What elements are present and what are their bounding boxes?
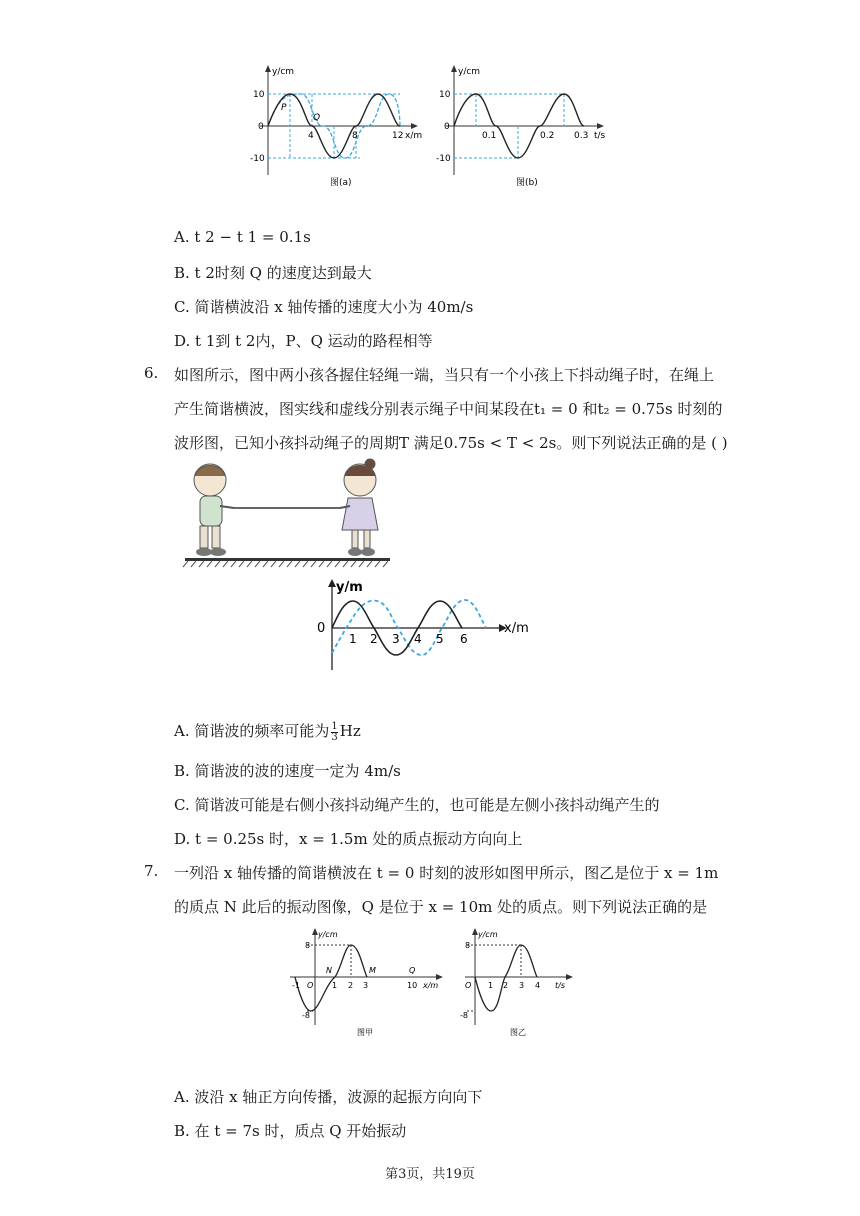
q7-option-b: B. 在 t = 7s 时，质点 Q 开始振动 — [174, 1122, 407, 1140]
right-child — [340, 459, 378, 556]
fig-a-ytick: 0 — [258, 122, 264, 132]
q6-wave-graph — [312, 575, 532, 675]
q6-origin: 0 — [317, 621, 326, 636]
q6-xtick: 2 — [370, 632, 378, 646]
q6-xtick: 6 — [460, 632, 468, 646]
yi-xtick: 4 — [535, 981, 541, 990]
q7-number: 7. — [144, 862, 159, 880]
figure-b — [436, 60, 616, 190]
q7-text-line: 的质点 N 此后的振动图像，Q 是位于 x = 10m 处的质点。则下列说法正确的是 — [174, 898, 708, 916]
q6-xtick: 4 — [414, 632, 422, 646]
jia-xtick: -1 — [292, 981, 300, 990]
yi-ylabel: y/cm — [478, 930, 498, 939]
fig-b-xtick: 0.3 — [574, 131, 589, 141]
q5-option-d: D. t 1到 t 2内，P、Q 运动的路程相等 — [174, 332, 433, 350]
left-child — [194, 464, 234, 556]
q6-number: 6. — [144, 364, 159, 382]
jia-label-m: M — [369, 966, 376, 975]
q6-xtick: 5 — [436, 632, 444, 646]
q6-xlabel: x/m — [504, 621, 529, 636]
jia-xtick: 1 — [332, 981, 338, 990]
yi-caption: 图乙 — [510, 1028, 526, 1037]
fig-b-xtick: 0.1 — [482, 131, 497, 141]
jia-caption: 图甲 — [357, 1028, 373, 1037]
yi-xtick: 2 — [503, 981, 509, 990]
figure-a — [250, 60, 430, 190]
fig-a-xtick: 4 — [308, 131, 314, 141]
fig-a-ytick: 10 — [253, 90, 265, 100]
q7-text-line: 一列沿 x 轴传播的简谐横波在 t = 0 时刻的波形如图甲所示，图乙是位于 x = 1m — [174, 864, 719, 882]
q6-text-line: 如图所示，图中两小孩各握住轻绳一端，当只有一个小孩上下抖动绳子时，在绳上 — [174, 366, 715, 384]
q6-xtick: 1 — [349, 632, 357, 646]
q7-figure-jia — [285, 925, 450, 1040]
fig-a-xtick: 12 — [392, 131, 404, 141]
yi-xtick: 1 — [488, 981, 494, 990]
fig-b-xlabel: t/s — [594, 131, 606, 141]
page-footer: 第3页，共19页 — [385, 1167, 475, 1182]
fig-b-ylabel: y/cm — [458, 67, 481, 77]
yi-origin: O — [465, 981, 472, 990]
yi-ytick: 8 — [465, 941, 471, 950]
jia-label-n: N — [326, 966, 332, 975]
q6-option-a-text: A. 简谐波的频率可能为 — [174, 722, 330, 740]
children-rope-illustration — [180, 458, 395, 568]
fig-a-caption: 图(a) — [330, 178, 352, 188]
fig-a-ylabel: y/cm — [272, 67, 295, 77]
yi-ytick: -8 — [460, 1011, 468, 1020]
q5-option-b: B. t 2时刻 Q 的速度达到最大 — [174, 264, 372, 282]
q6-ylabel: y/m — [336, 580, 363, 595]
q6-text-line: 产生简谐横波，图实线和虚线分别表示绳子中间某段在t₁ = 0 和t₂ = 0.75s 时刻的 — [174, 400, 723, 418]
yi-xtick: 3 — [519, 981, 525, 990]
q6-option-a — [174, 720, 361, 743]
fraction: $\frac{1}{3}$ — [331, 720, 338, 743]
q6-option-d: D. t = 0.25s 时，x = 1.5m 处的质点振动方向向上 — [174, 830, 523, 848]
jia-xtick: 10 — [407, 981, 418, 990]
q7-figure-yi — [455, 925, 585, 1040]
jia-xtick: 2 — [348, 981, 354, 990]
jia-origin: O — [307, 981, 314, 990]
jia-xlabel: x/m — [423, 981, 439, 990]
jia-ylabel: y/cm — [318, 930, 338, 939]
fig-b-ytick: 10 — [439, 90, 451, 100]
q6-option-b: B. 简谐波的波的速度一定为 4m/s — [174, 762, 401, 780]
fig-a-xtick: 8 — [352, 131, 358, 141]
fig-b-ytick: -10 — [436, 154, 451, 164]
fig-a-ytick: -10 — [250, 154, 265, 164]
jia-label-q: Q — [409, 966, 416, 975]
jia-ytick: 8 — [305, 941, 311, 950]
fig-a-xlabel: x/m — [405, 131, 423, 141]
q6-option-c: C. 简谐波可能是右侧小孩抖动绳产生的，也可能是左侧小孩抖动绳产生的 — [174, 796, 660, 814]
q5-option-a: A. t 2 − t 1 = 0.1s — [174, 228, 311, 246]
jia-ytick: -8 — [302, 1011, 310, 1020]
q5-option-c: C. 简谐横波沿 x 轴传播的速度大小为 40m/s — [174, 298, 474, 316]
q6-xtick: 3 — [392, 632, 400, 646]
fig-a-point-q: Q — [313, 113, 321, 123]
q6-text-line: 波形图，已知小孩抖动绳子的周期T 满足0.75s < T < 2s。则下列说法正确的是 ( ) — [174, 434, 728, 452]
fig-a-point-p: P — [281, 103, 287, 113]
q6-freq-unit: Hz — [339, 722, 361, 740]
yi-xlabel: t/s — [555, 981, 565, 990]
jia-xtick: 3 — [363, 981, 369, 990]
fig-b-caption: 图(b) — [516, 178, 538, 188]
q7-option-a: A. 波沿 x 轴正方向传播，波源的起振方向向下 — [174, 1088, 483, 1106]
fig-b-ytick: 0 — [444, 122, 450, 132]
fig-b-xtick: 0.2 — [540, 131, 555, 141]
